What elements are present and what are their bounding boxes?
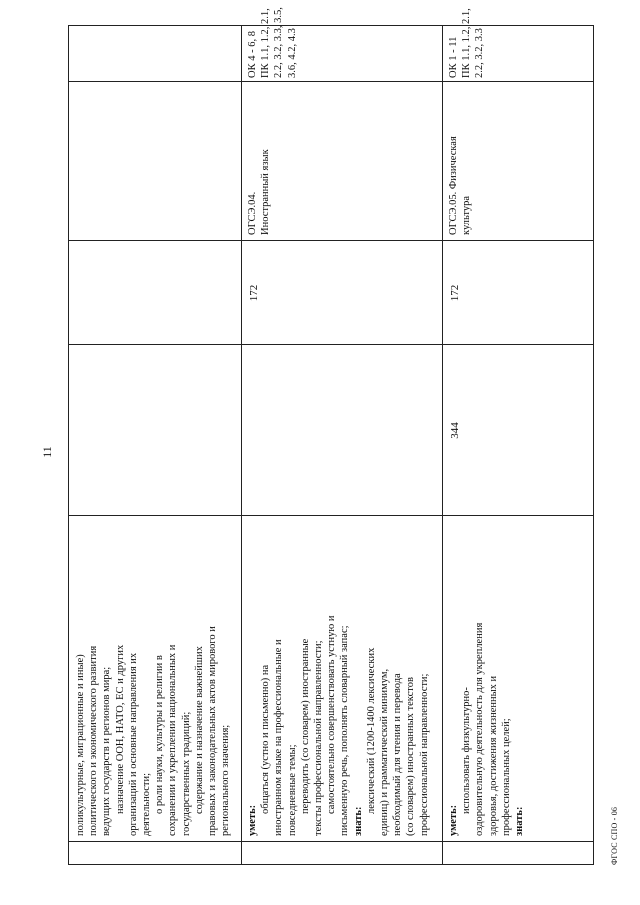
competency-line: 2.2, 3.2, 3.3, 3.5, [273,7,285,78]
col-divider [69,81,593,82]
text-line: политического и экономического развития [88,645,100,836]
text-line: (со словарем) иностранных текстов [405,677,417,836]
competency-line: ПК 1.1, 1.2, 2.1, [461,8,473,78]
znat-label: знать: [514,806,526,836]
competency-line: 3.6, 4.2, 4.3 [286,28,298,78]
footer-code: ФГОС СПО - 06 [610,806,619,865]
text-line: повседневные темы; [286,744,298,836]
text-line: общаться (устно и письменно) на [260,664,272,814]
discipline-name [444,82,476,241]
text-line: оздоровительную деятельность для укрепления [474,622,486,836]
text-line: иностранном языке на профессиональные и [273,639,285,836]
col-divider [69,344,593,345]
text-line: письменную речь, пополнять словарный запас; [339,625,351,836]
row-divider [442,26,443,864]
text-line: тексты профессиональной направленности; [313,640,325,836]
knowledge-continuation [71,516,241,842]
competency-line: ОК 1 - 11 [448,36,459,78]
page-number: 11 [40,446,54,458]
text-line: регионального значения; [220,724,232,836]
competency-line: ПК 1.1, 1.2, 2.1, [260,8,272,78]
col-divider [69,240,593,241]
text-line: профессиональных целей; [500,718,512,836]
text-line: о роли науки, культуры и религии в [154,655,166,814]
text-line: назначение ООН, НАТО, ЕС и других [114,644,126,814]
text-line: содержание и назначение важнейших [193,646,205,814]
physical-education-requirements [444,516,594,842]
umet-label: уметь: [448,804,459,836]
foreign-language-requirements [243,516,442,842]
competencies [243,7,302,82]
text-line: деятельности; [141,772,153,836]
hours-required: 172 [248,284,260,302]
text-line: использовать физкультурно- [461,687,473,814]
competencies [444,8,490,82]
hours-total [245,345,251,516]
text-line: организаций и основные направления их [127,652,139,836]
text-line: поликультурные, миграционные и иные) [75,654,86,836]
competency-line: 2.2, 3.2, 3.3 [474,28,486,78]
discipline-code: ОГСЭ.04. [247,191,258,235]
discipline-title: культура [461,196,473,235]
text-line: профессиональной направленности; [418,673,430,836]
text-line: самостоятельно совершенствовать устную и [326,615,338,814]
text-line: единиц) и грамматический минимум, [379,668,391,836]
text-line: сохранении и укреплении национальных и [167,644,179,836]
text-line: переводить (со словарем) иностранные [299,638,311,814]
hours-total: 344 [449,422,461,439]
discipline-name [243,82,275,241]
text-line: здоровья, достижения жизненных и [487,675,499,836]
text-line: ведущих государств и регионов мира; [101,666,113,836]
znat-label: знать: [352,806,364,836]
discipline-code: ОГСЭ.05. Физическая [448,136,459,235]
text-line: необходимый для чтения и перевода [392,673,404,836]
curriculum-table [68,7,594,865]
competency-line: ОК 4 - 6, 8 [247,31,258,78]
text-line: правовых и законодательных актов мирового и [207,626,219,836]
hours-required: 172 [449,284,461,302]
row-divider [241,26,242,864]
text-line: лексический (1200-1400 лексических [365,647,377,814]
text-line: государственных традиций; [180,711,192,836]
umet-label: уметь: [247,804,258,836]
discipline-title: Иностранный язык [260,149,272,235]
